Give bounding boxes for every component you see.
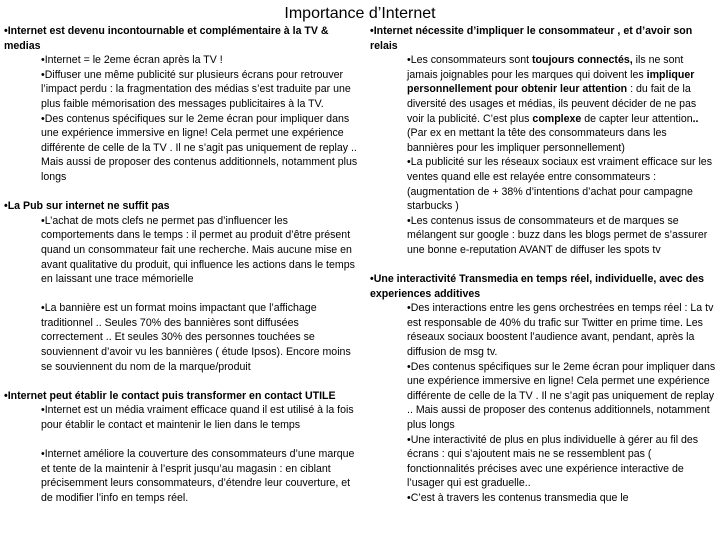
left-section-2-heading: •La Pub sur internet ne suffit pas: [4, 200, 170, 213]
right-section-2-heading: •Une interactivité Transmedia en temps réel, individuelle, avec des experiences additives: [370, 273, 705, 300]
left-section-3-bullet-2: •Internet améliore la couverture des consommateurs d’une marque et tente de la maintenir à l’esprit jusqu’au magasin : en ciblant précisemment leurs consommateurs, d’étendre leur couverture, et de modifier l’info en temps réel.: [41, 448, 355, 504]
left-section-3-heading: •Internet peut établir le contact puis transformer en contact UTILE: [4, 389, 336, 402]
right-section-1-bullet-2: •La publicité sur les réseaux sociaux est vraiment efficace sur les ventes quand elle est relayée entre consommateurs : (augmentation de + 38% d’intentions d’achat pour campagne starbucks ): [407, 156, 712, 213]
left-section-3-bullet-1: •Internet est un média vraiment efficace quand il est utilisé à la fois pour établir le contact et maintenir le lien dans le temps: [41, 404, 354, 432]
bullet-text: (Par ex en mettant la tête des consommateurs dans les bannières pour les impliquer personnellement): [407, 127, 667, 154]
left-section-1-heading: •Internet est devenu incontournable et complémentaire à la TV & medias: [4, 25, 329, 52]
left-column: [4, 24, 360, 506]
emphasis-text: toujours connectés,: [532, 54, 633, 67]
emphasis-text: impliquer personnellement pour obtenir leur attention: [407, 68, 695, 96]
right-section-1-bullet-3: •Les contenus issus de consommateurs et de marques se mélangent sur google : buzz dans les blogs permet de s’assurer une bonne e-reputation AVANT de diffuser les spots tv: [407, 214, 708, 256]
page-title: Importance d’Internet: [284, 5, 436, 22]
emphasis-text: ..: [692, 112, 699, 125]
left-section-2-bullet-1: •L’achat de mots clefs ne permet pas d’influencer les comportements dans le temps : il permet au produit d’être présent quand un consommateur fait une recherche. Mais aucune mise en avant qualitative du produit, qui influence les actions dans le temps en laissant une trace mémorielle: [41, 214, 355, 286]
right-section-2-bullet-1: •Des interactions entre les gens orchestrées en temps réel : La tv est responsable de 40% du trafic sur Twitter en prime time. Les réseaux sociaux boostent l’audience avant, pendant, après la diffusion de msg tv.: [407, 302, 714, 359]
bullet-text: : du fait de la diversité des usages et médias, ils peuvent décider de ne pas voir la publicité. C’est plus: [407, 83, 697, 125]
right-section-2-bullet-4: •C’est à travers les contenus transmedia que le: [407, 492, 629, 504]
bullet-text: ils ne sont jamais joignables pour les marques qui doivent les: [407, 54, 684, 81]
left-section-1-bullet-2: •Diffuser une même publicité sur plusieurs écrans pour retrouver l’impact perdu : la fragmentation des médias s’est traduite par une plus faible mémorisation des messages publicitaires à la TV.: [41, 68, 351, 110]
right-section-2-bullet-2: •Des contenus spécifiques sur le 2eme écran pour impliquer dans une expérience immersive en ligne! Cela permet une expérience différente de celle de la TV . Il ne s’agit pas uniquement de replay .. Mais aussi de proposer des contenus additionnels, notamment plus longs: [407, 360, 716, 432]
emphasis-text: complexe: [532, 112, 582, 125]
right-section-1-heading: •Internet nécessite d’impliquer le consommateur , et d’avoir son relais: [370, 25, 693, 52]
bullet-text: de capter leur attention: [581, 112, 693, 125]
right-section-2-bullet-3: •Une interactivité de plus en plus individuelle à gérer au fil des écrans : qui s’ajoutent mais ne se ressemblent pas ( fonctionnalités précises avec une expérience interactive de l’usager qui est graduelle..: [407, 433, 699, 490]
right-column: [370, 24, 716, 506]
left-section-1-bullet-3: •Des contenus spécifiques sur le 2eme écran pour impliquer dans une expérience immersive en ligne! Cela permet une expérience différente de celle de la TV . Il ne s’agit pas uniquement de replay .. Mais aussi de proposer des contenus additionnels, notamment plus longs: [41, 112, 358, 183]
bullet-text: •Les consommateurs sont: [407, 54, 533, 67]
left-section-1-bullet-1: •Internet = le 2eme écran après la TV !: [41, 54, 223, 67]
right-section-1-bullet-1: [370, 53, 716, 155]
left-section-2-bullet-2: •La bannière est un format moins impactant que l’affichage traditionnel .. Seules 70% des bannières sont diffusées correctement .. Et seules 30% des personnes touchées se souviennent d’avoir vu les bannières ( étude Ipsos). Encore moins se souviennent du nom de la marque/produit: [41, 302, 351, 373]
